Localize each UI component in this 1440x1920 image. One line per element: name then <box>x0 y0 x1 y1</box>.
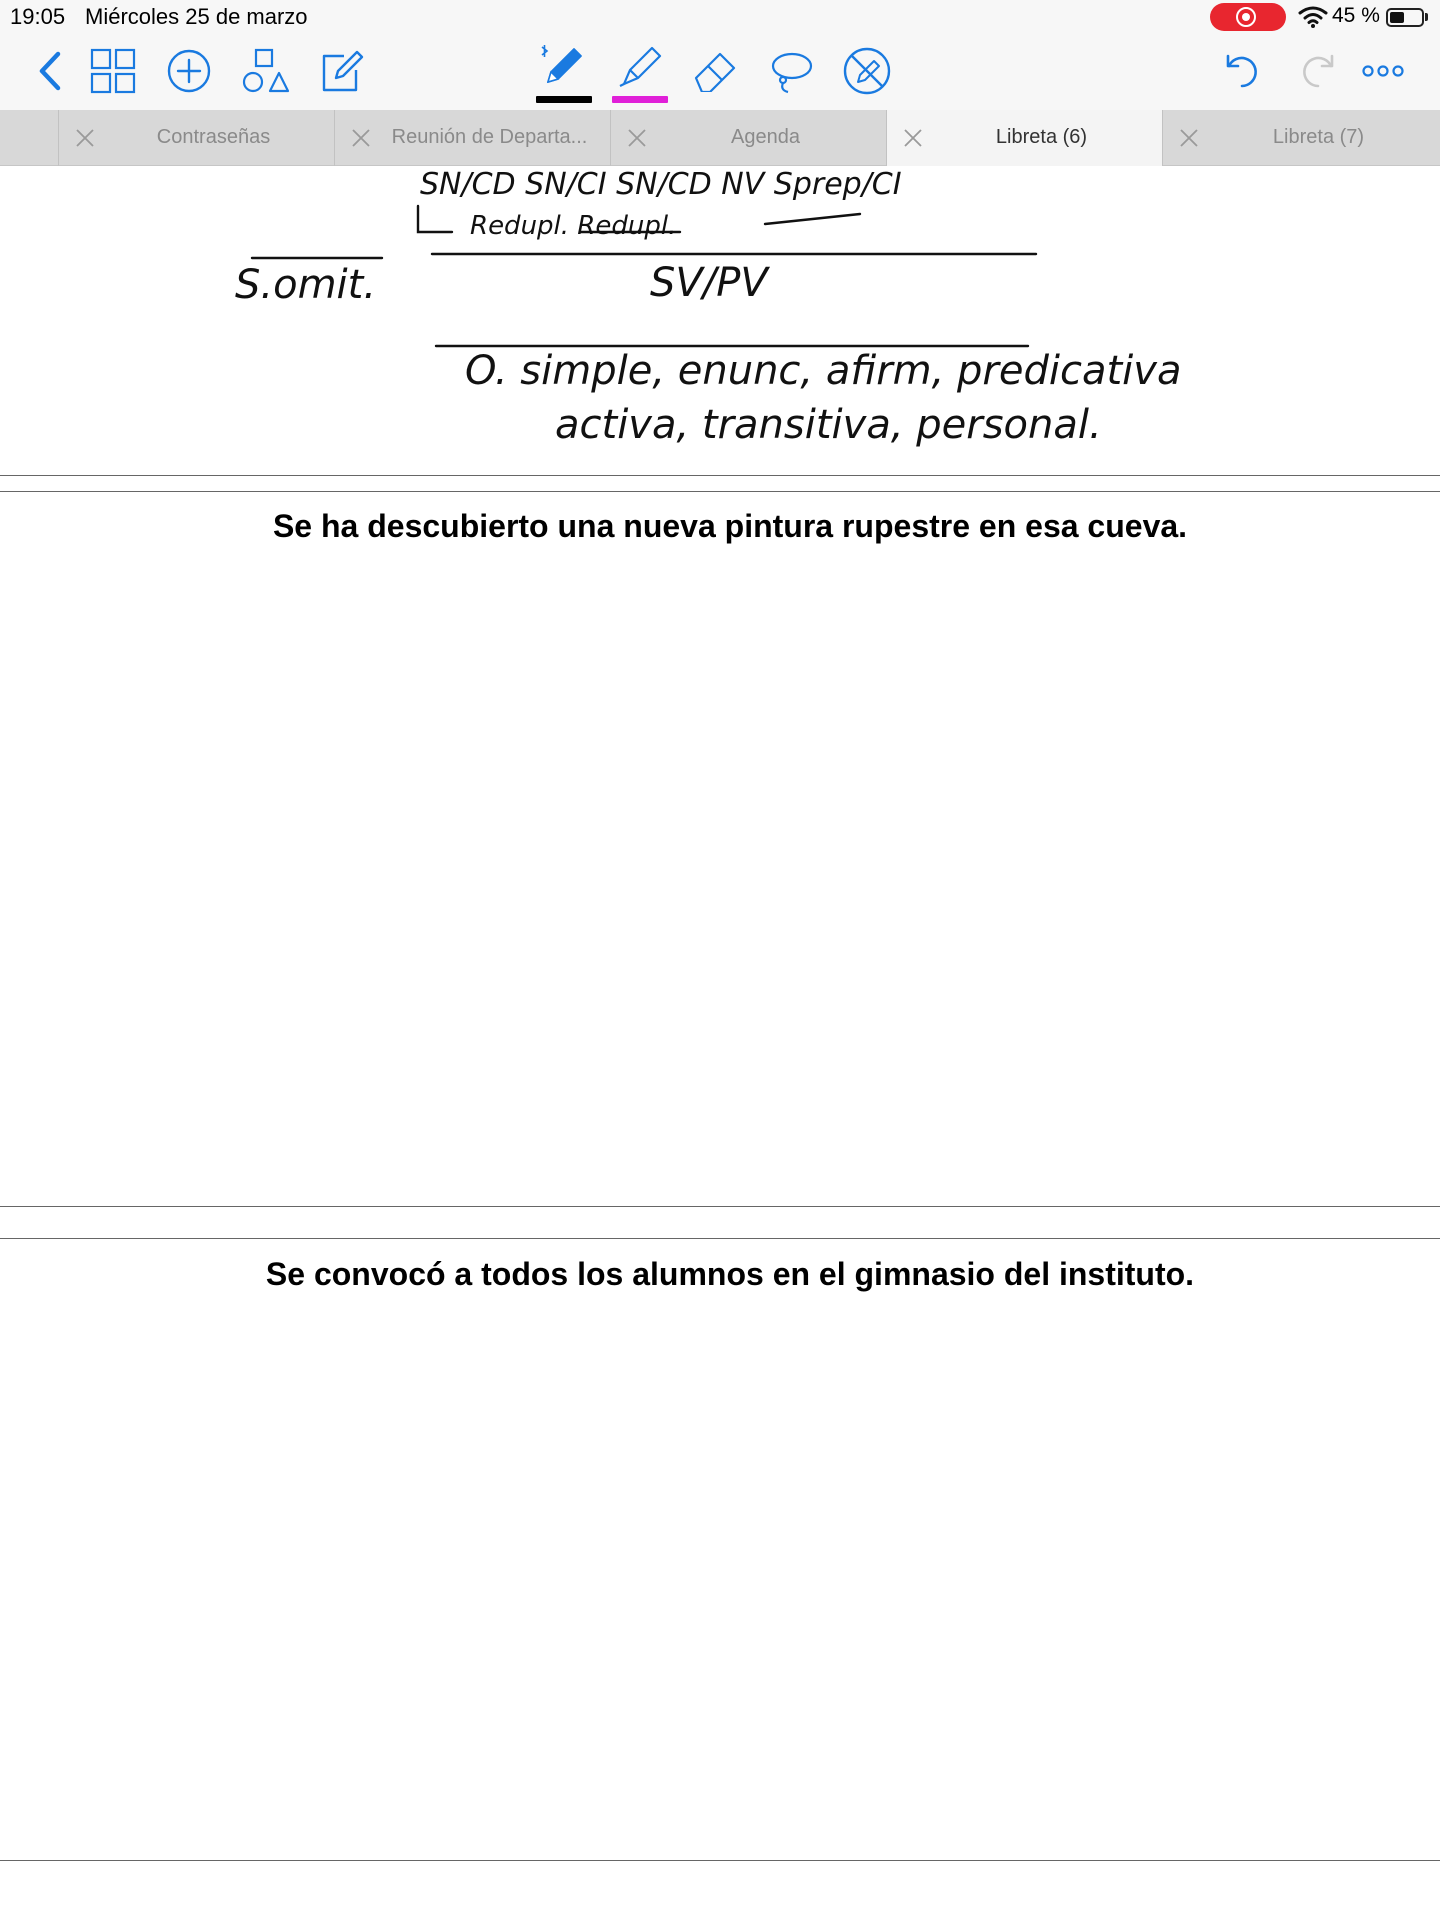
highlighter-color-indicator <box>612 96 668 103</box>
divider-line <box>0 1860 1440 1861</box>
divider-line <box>0 491 1440 492</box>
tab-label: Libreta (6) <box>995 126 1088 148</box>
close-icon[interactable] <box>351 128 371 148</box>
ink-text: SN/CD SN/CI SN/CD NV Sprep/CI <box>420 167 902 202</box>
tab-label: Libreta (7) <box>1272 126 1365 148</box>
ink-bracket <box>418 206 452 232</box>
back-chevron-icon[interactable] <box>36 50 66 92</box>
tab-agenda[interactable] <box>610 110 886 166</box>
lasso-icon[interactable] <box>768 50 814 94</box>
tab-libreta-7[interactable] <box>1162 110 1440 166</box>
ink-underline <box>765 214 860 224</box>
highlighter-icon[interactable] <box>614 42 666 88</box>
screen-recording-indicator[interactable] <box>1210 3 1286 31</box>
ink-text: SV/PV <box>650 260 768 306</box>
exercise-sentence-1: Se ha descubierto una nueva pintura rupestre en esa cueva. <box>272 508 1188 544</box>
pen-icon[interactable] <box>536 42 586 86</box>
close-icon[interactable] <box>903 128 923 148</box>
divider-line <box>0 1238 1440 1239</box>
tab-label: Agenda <box>731 126 800 148</box>
add-circle-icon[interactable] <box>166 48 212 94</box>
close-icon[interactable] <box>627 128 647 148</box>
divider-line <box>0 475 1440 476</box>
eraser-icon[interactable] <box>692 48 738 92</box>
exercise-sentence-2: Se convocó a todos los alumnos en el gimnasio del instituto. <box>265 1256 1195 1292</box>
battery-icon <box>1386 8 1424 27</box>
battery-cap <box>1425 13 1428 21</box>
grid-icon[interactable] <box>90 48 136 94</box>
tab-libreta-6[interactable] <box>886 110 1162 166</box>
shapes-icon[interactable] <box>242 48 290 94</box>
tab-contrasenas[interactable] <box>58 110 334 166</box>
divider-line <box>0 1206 1440 1207</box>
close-icon[interactable] <box>1179 128 1199 148</box>
battery-percent: 45 % <box>1332 4 1380 27</box>
record-icon <box>1236 7 1256 27</box>
tab-label: Reunión de Departa... <box>391 126 588 148</box>
ink-text: Redupl. Redupl. <box>470 211 677 241</box>
status-date: Miércoles 25 de marzo <box>85 4 308 29</box>
pen-color-indicator <box>536 96 592 103</box>
tab-bar <box>0 110 1440 166</box>
status-bar <box>0 0 1440 34</box>
toolbar <box>0 34 1440 110</box>
more-icon[interactable] <box>1362 64 1404 78</box>
notebook-page[interactable] <box>0 166 1440 1920</box>
ink-text: activa, transitiva, personal. <box>555 402 1102 448</box>
redo-icon[interactable] <box>1298 50 1338 90</box>
edit-icon[interactable] <box>320 48 364 94</box>
tab-reunion-departamento[interactable] <box>334 110 610 166</box>
ink-text: S.omit. <box>235 262 377 308</box>
close-icon[interactable] <box>75 128 95 148</box>
wifi-icon <box>1298 5 1328 29</box>
tab-label: Contraseñas <box>156 126 271 148</box>
pencil-off-icon[interactable] <box>842 46 892 96</box>
ink-text: O. simple, enunc, afirm, predicativa <box>465 348 1182 394</box>
battery-level <box>1390 12 1404 23</box>
status-time: 19:05 <box>10 4 66 29</box>
handwriting-ink <box>0 166 1440 466</box>
undo-icon[interactable] <box>1222 50 1262 90</box>
